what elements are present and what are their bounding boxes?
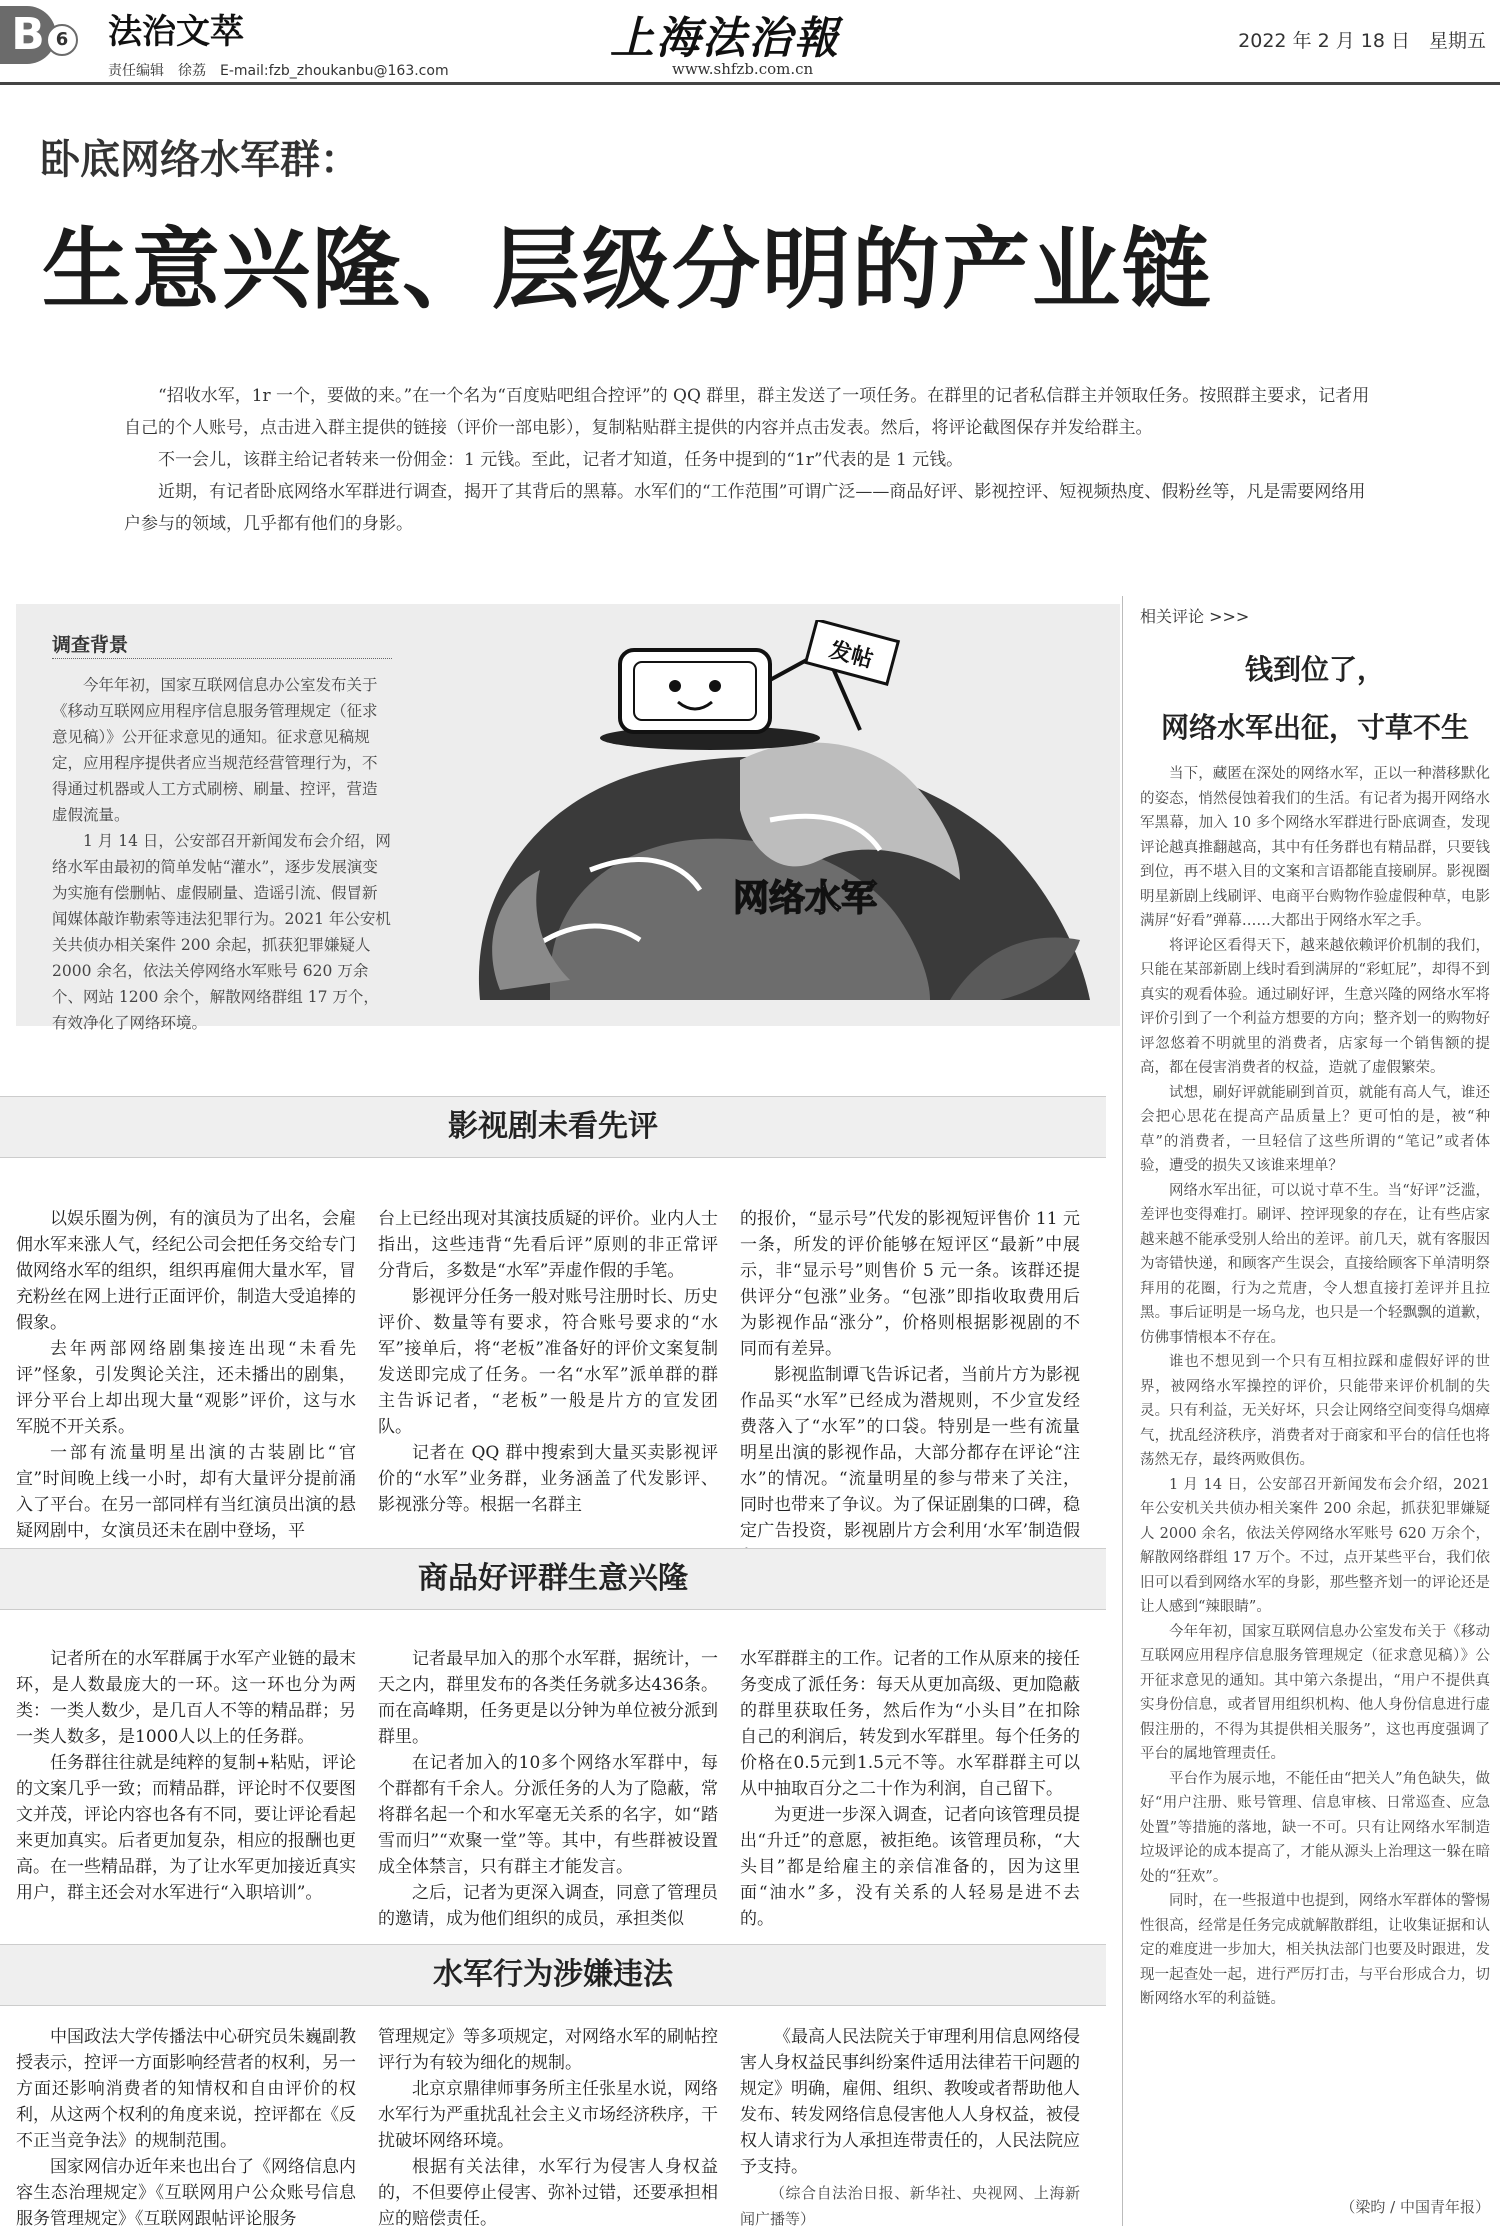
paragraph: 之后，记者为更深入调查，同意了管理员的邀请，成为他们组织的成员，承担类似 [378, 1883, 718, 1929]
section-heading [0, 1944, 1106, 2006]
paragraph: 根据有关法律，水军行为侵害人身权益的，不但要停止侵害、弥补过错，还要承担相应的赔偿责任。 [378, 2157, 718, 2229]
paragraph: 的报价，“显示号”代发的影视短评售价 11 元一条，所发的评价能够在短评区“最新”中展示，非“显示号”则售价 5 元一条。该群还提供评分“包涨”业务。“包涨”即指收取费用后为影视作品“涨分”，价格则根据影视剧的不同而有差异。 [740, 1209, 1080, 1359]
masthead-rule [0, 82, 1500, 85]
background-paragraph: 1 月 14 日，公安部召开新闻发布会介绍，网络水军由最初的简单发帖“灌水”，逐步发展演变为实施有偿删帖、虚假刷量、造谣引流、假冒新闻媒体敲诈勒索等违法犯罪行为。2021 年公安机关共侦办相关案件 200 余起，抓获犯罪嫌疑人 2000 余名，依法关停网络水军账号 620 万余个、网站 1200 余个，解散网络群组 17 万个，有效净化了网络环境。 [52, 832, 391, 1032]
related-credit: （梁昀 / 中国青年报） [1340, 2198, 1490, 2216]
section-title: 商品好评群生意兴隆 [418, 1561, 688, 1596]
paragraph: 1 月 14 日，公安部召开新闻发布会介绍，2021 年公安机关共侦办相关案件 200 余起，抓获犯罪嫌疑人 2000 余名，依法关停网络水军账号 620 万余个，解散网络群组 17 万个。不过，点开某些平台，我们依旧可以看到网络水军的身影，那些整齐划一的评论还是让人感到“辣眼睛”。 [1140, 1476, 1490, 1615]
paragraph: 北京京鼎律师事务所主任张星水说，网络水军行为严重扰乱社会主义市场经济秩序，干扰破坏网络环境。 [378, 2079, 718, 2151]
paragraph: 中国政法大学传播法中心研究员朱巍副教授表示，控评一方面影响经营者的权利，另一方面还影响消费者的知情权和自由评价的权利，从这两个权利的角度来说，控评都在《反不正当竞争法》的规制范围。 [16, 2027, 356, 2151]
paragraph: 试想，刷好评就能刷到首页，就能有高人气，谁还会把心思花在提高产品质量上？更可怕的是，被“种草”的消费者，一旦轻信了这些所谓的“笔记”或者体验，遭受的损失又该谁来埋单？ [1140, 1084, 1490, 1174]
paragraph: 影视评分任务一般对账号注册时长、历史评价、数量等有要求，符合账号要求的“水军”接单后，将“老板”准备好的评价文案复制发送即完成了任务。一名“水军”派单群的群主告诉记者，“老板”一般是片方的宣发团队。 [378, 1287, 718, 1437]
intro-block [124, 380, 1374, 540]
paragraph: 谁也不想见到一个只有互相拉踩和虚假好评的世界，被网络水军操控的评价，只能带来评价机制的失灵。只有利益，无关好坏，只会让网络空间变得乌烟瘴气，扰乱经济秩序，消费者对于商家和平台的信任也将荡然无存，最终两败俱伤。 [1140, 1354, 1490, 1468]
paragraph: 水军群群主的工作。记者的工作从原来的接任务变成了派任务：每天从更加高级、更加隐蔽的群里获取任务，然后作为“小头目”在扣除自己的利润后，转发到水军群里。每个任务的价格在0.5元到1.5元不等。水军群群主可以从中抽取百分之二十作为利润，自己留下。 [740, 1649, 1080, 1799]
website-url: www.shfzb.com.cn [672, 60, 814, 78]
paragraph: 任务群往往就是纯粹的复制+粘贴，评论的文案几乎一致；而精品群，评论时不仅要图文并茂，评论内容也各有不同，要让评论看起来更加真实。后者更加复杂，相应的报酬也更高。在一些精品群，为了让水军更加接近真实用户，群主还会对水军进行“入职培训”。 [16, 1753, 356, 1903]
paragraph: 去年两部网络剧集接连出现“未看先评”怪象，引发舆论关注，还未播出的剧集，评分平台上却出现大量“观影”评价，这与水军脱不开关系。 [16, 1339, 356, 1437]
related-label: 相关评论 >>> [1140, 607, 1250, 626]
editor-line: 责任编辑 徐荔 E-mail:fzb_zhoukanbu@163.com [108, 63, 449, 79]
background-text [52, 672, 392, 1036]
section3-column-1 [16, 2024, 356, 2232]
related-text [1140, 762, 1490, 2012]
section-name: 法治文萃 [108, 12, 244, 52]
cartoon-wave-text: 网络水军 [732, 878, 878, 919]
paragraph: 同时，在一些报道中也提到，网络水军群体的警惕性很高，经常是任务完成就解散群组，让收集证据和认定的难度进一步加大，相关执法部门也要及时跟进，发现一起查处一起，进行严厉打击，与平台形成合力，切断网络水军的利益链。 [1140, 1893, 1490, 2007]
paragraph: 台上已经出现对其演技质疑的评价。业内人士指出，这些违背“先看后评”原则的非正常评分背后，多数是“水军”弄虚作假的手笔。 [378, 1209, 718, 1281]
paragraph: 以娱乐圈为例，有的演员为了出名，会雇佣水军来涨人气，经纪公司会把任务交给专门做网络水军的组织，组织再雇佣大量水军，冒充粉丝在网上进行正面评价，制造大受追捧的假象。 [16, 1209, 356, 1333]
source-note: （综合自法治日报、新华社、央视网、上海新闻广播等） [740, 2184, 1080, 2228]
cartoon-sign-text: 发帖 [826, 637, 876, 674]
section-title: 影视剧未看先评 [448, 1109, 658, 1144]
paragraph: 将评论区看得天下，越来越依赖评价机制的我们，只能在某部新剧上线时看到满屏的“彩虹屁”，却得不到真实的观看体验。通过刷好评，生意兴隆的网络水军将评价引到了一个利益方想要的方向；整齐划一的购物好评忽悠着不明就里的消费者，店家每一个销售额的提高，都在侵害消费者的权益，造就了虚假繁荣。 [1140, 937, 1490, 1076]
background-paragraph: 今年年初，国家互联网信息办公室发布关于《移动互联网应用程序信息服务管理规定（征求意见稿）》公开征求意见的通知。征求意见稿规定，应用程序提供者应当规范经营管理行为，不得通过机器或人工方式刷榜、刷量、控评，营造虚假流量。 [52, 676, 378, 824]
related-title-line-2: 网络水军出征，寸草不生 [1160, 711, 1469, 744]
page-badge [0, 6, 90, 64]
paragraph: 管理规定》等多项规定，对网络水军的刷帖控评行为有较为细化的规制。 [378, 2027, 718, 2073]
paragraph: 为更进一步深入调查，记者向该管理员提出“升迁”的意愿，被拒绝。该管理员称，“大头目”都是给雇主的亲信准备的，因为这里面“油水”多，没有关系的人轻易是进不去的。 [740, 1805, 1080, 1929]
page-letter: B [0, 6, 56, 64]
paragraph: 当下，藏匿在深处的网络水军，正以一种潜移默化的姿态，悄然侵蚀着我们的生活。有记者为揭开网络水军黑幕，加入 10 多个网络水军群进行卧底调查，发现评论越真推翻越高，其中有任务群也有精品群，只要钱到位，再不堪入目的文案和言语都能直接刷屏。影视圈明星新剧上线刷评、电商平台购物作验虚假种草，电影满屏“好看”弹幕……大都出于网络水军之手。 [1140, 766, 1490, 929]
intro-paragraph: “招收水军，1r 一个，要做的来。”在一个名为“百度贴吧组合控评”的 QQ 群里，群主发送了一项任务。在群里的记者私信群主并领取任务。按照群主要求，记者用自己的个人账号，点击进入群主提供的链接（评价一部电影），复制粘贴群主提供的内容并点击发表。然后，将评论截图保存并发给群主。 [124, 386, 1370, 438]
paragraph: 影视监制谭飞告诉记者，当前片方为影视作品买“水军”已经成为潜规则，不少宣发经费落入了“水军”的口袋。特别是一些有流量明星出演的影视作品，大部分都存在评论“注水”的情况。“流量明星的参与带来了关注，同时也带来了争议。为了保证剧集的口碑，稳定广告投资，影视剧片方会利用‘水军’制造假 [740, 1365, 1080, 1541]
paragraph: 记者在 QQ 群中搜索到大量买卖影视评价的“水军”业务群，业务涵盖了代发影评、影视涨分等。根据一名群主 [378, 1443, 718, 1515]
paragraph: 国家网信办近年来也出台了《网络信息内容生态治理规定》《互联网用户公众账号信息服务管理规定》《互联网跟帖评论服务 [16, 2157, 356, 2229]
section-title: 水军行为涉嫌违法 [433, 1957, 673, 1992]
headline-main: 生意兴隆、层级分明的产业链 [42, 218, 1213, 321]
intro-paragraph: 不一会儿，该群主给记者转来一份佣金：1 元钱。至此，记者才知道，任务中提到的“1r”代表的是 1 元钱。 [158, 450, 964, 470]
section-heading [0, 1096, 1106, 1158]
intro-paragraph: 近期，有记者卧底网络水军群进行调查，揭开了其背后的黑幕。水军们的“工作范围”可谓广泛——商品好评、影视控评、短视频热度、假粉丝等，凡是需要网络用户参与的领域，几乎都有他们的身影。 [124, 482, 1366, 534]
paragraph: 在记者加入的10多个网络水军群中，每个群都有千余人。分派任务的人为了隐蔽，常将群名起一个和水军毫无关系的名字，如“踏雪而归”“欢聚一堂”等。其中，有些群被设置成全体禁言，只有群主才能发言。 [378, 1753, 718, 1877]
section-heading [0, 1548, 1106, 1610]
cartoon-illustration [440, 620, 1100, 1010]
paragraph: 平台作为展示地，不能任由“把关人”角色缺失，做好“用户注册、账号管理、信息审核、日常巡查、应急处置”等措施的落地，缺一不可。只有让网络水军制造垃圾评论的成本提高了，才能从源头上治理这一躲在暗处的“狂欢”。 [1140, 1770, 1490, 1885]
paragraph: 网络水军出征，可以说寸草不生。当“好评”泛滥，差评也变得难打。刷评、控评现象的存在，让有些店家越来越不能承受别人给出的差评。前几天，就有客服因为寄错快递，和顾客产生误会，直接给顾客下单清明祭拜用的花圈，行为之荒唐，令人想直接打差评并且拉黑。事后证明是一场乌龙，也只是一个轻飘飘的道歉，仿佛事情根本不存在。 [1140, 1182, 1490, 1346]
section2-column-3 [740, 1646, 1080, 1932]
background-divider [52, 658, 392, 659]
section1-column-2 [378, 1206, 718, 1518]
newspaper-logo: 上海法治報 [610, 13, 840, 64]
section2-column-2 [378, 1646, 718, 1932]
page-number: 6 [46, 24, 78, 56]
headline-kicker: 卧底网络水军群： [40, 137, 360, 183]
section3-column-3 [740, 2024, 1080, 2232]
section2-column-1 [16, 1646, 356, 1906]
section3-column-2 [378, 2024, 718, 2232]
section1-column-1 [16, 1206, 356, 1544]
column-divider [1122, 596, 1123, 2226]
issue-date: 2022 年 2 月 18 日 星期五 [1238, 30, 1486, 52]
paragraph: 今年年初，国家互联网信息办公室发布关于《移动互联网应用程序信息服务管理规定（征求意见稿）》公开征求意见的通知。其中第六条提出，“用户不提供真实身份信息，或者冒用组织机构、他人身份信息进行虚假注册的，不得为其提供相关服务”，这也再度强调了平台的属地管理责任。 [1140, 1623, 1490, 1762]
paragraph: 《最高人民法院关于审理利用信息网络侵害人身权益民事纠纷案件适用法律若干问题的规定》明确，雇佣、组织、教唆或者帮助他人发布、转发网络信息侵害他人人身权益，被侵权人请求行为人承担连带责任的，人民法院应予支持。 [740, 2027, 1080, 2177]
paragraph: 一部有流量明星出演的古装剧比“官宣”时间晚上线一小时，却有大量评分提前涌入了平台。在另一部同样有当红演员出演的悬疑网剧中，女演员还未在剧中登场，平 [16, 1443, 356, 1541]
paragraph: 记者所在的水军群属于水军产业链的最末环，是人数最庞大的一环。这一环也分为两类：一类人数少，是几百人不等的精品群；另一类人数多，是1000人以上的任务群。 [16, 1649, 356, 1747]
background-title: 调查背景 [52, 634, 129, 656]
paragraph: 记者最早加入的那个水军群，据统计，一天之内，群里发布的各类任务就多达436条。而在高峰期，任务更是以分钟为单位被分派到群里。 [378, 1649, 718, 1747]
related-title-line-1: 钱到位了， [1244, 653, 1385, 686]
section1-column-3 [740, 1206, 1080, 1570]
